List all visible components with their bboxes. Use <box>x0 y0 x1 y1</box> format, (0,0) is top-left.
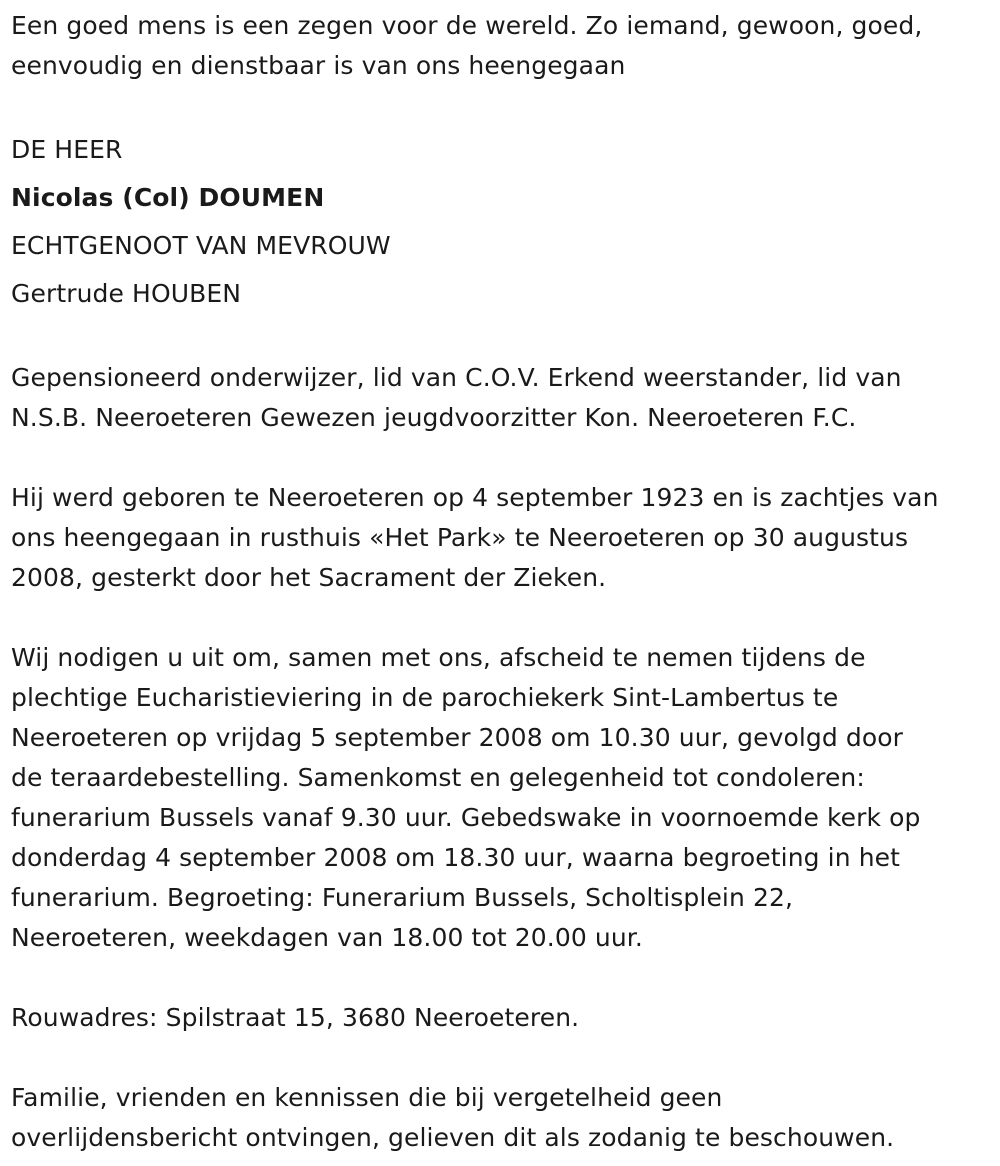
spouse-relation: ECHTGENOOT VAN MEVROUW <box>11 231 391 260</box>
address-paragraph <box>11 998 989 1038</box>
invitation-line: Wij nodigen u uit om, samen met ons, afscheid te nemen tijdens de <box>11 643 866 672</box>
invitation-line: funerarium. Begroeting: Funerarium Bussels, Scholtisplein 22, <box>11 883 794 912</box>
career-line: N.S.B. Neeroeteren Gewezen jeugdvoorzitter Kon. Neeroeteren F.C. <box>11 403 857 432</box>
career-paragraph <box>11 358 989 438</box>
invitation-line: donderdag 4 september 2008 om 18.30 uur, waarna begroeting in het <box>11 843 901 872</box>
closing-line: Familie, vrienden en kennissen die bij vergetelheid geen <box>11 1083 723 1112</box>
invitation-line: Neeroeteren op vrijdag 5 september 2008 om 10.30 uur, gevolgd door <box>11 723 904 752</box>
invitation-line: de teraardebestelling. Samenkomst en gelegenheid tot condoleren: <box>11 763 865 792</box>
closing-line: overlijdensbericht ontvingen, gelieven dit als zodanig te beschouwen. <box>11 1123 895 1152</box>
invitation-line: funerarium Bussels vanaf 9.30 uur. Gebedswake in voornoemde kerk op <box>11 803 921 832</box>
spouse-name: Gertrude HOUBEN <box>11 279 242 308</box>
invitation-line: Neeroeteren, weekdagen van 18.00 tot 20.00 uur. <box>11 923 643 952</box>
honorific-title: DE HEER <box>11 135 123 164</box>
deceased-name: Nicolas (Col) DOUMEN <box>11 183 325 212</box>
closing-paragraph <box>11 1078 989 1158</box>
intro-line: eenvoudig en dienstbaar is van ons heengegaan <box>11 51 626 80</box>
intro-line: Een goed mens is een zegen voor de wereld. Zo iemand, gewoon, goed, <box>11 11 923 40</box>
life-line: 2008, gesterkt door het Sacrament der Zieken. <box>11 563 607 592</box>
life-paragraph <box>11 478 989 598</box>
career-line: Gepensioneerd onderwijzer, lid van C.O.V. Erkend weerstander, lid van <box>11 363 902 392</box>
life-line: Hij werd geboren te Neeroeteren op 4 september 1923 en is zachtjes van <box>11 483 939 512</box>
invitation-paragraph <box>11 638 989 958</box>
address-line: Rouwadres: Spilstraat 15, 3680 Neeroeteren. <box>11 1003 580 1032</box>
intro-paragraph <box>11 6 989 86</box>
deceased-heading <box>11 126 989 318</box>
life-line: ons heengegaan in rusthuis «Het Park» te Neeroeteren op 30 augustus <box>11 523 909 552</box>
invitation-line: plechtige Eucharistieviering in de parochiekerk Sint-Lambertus te <box>11 683 839 712</box>
